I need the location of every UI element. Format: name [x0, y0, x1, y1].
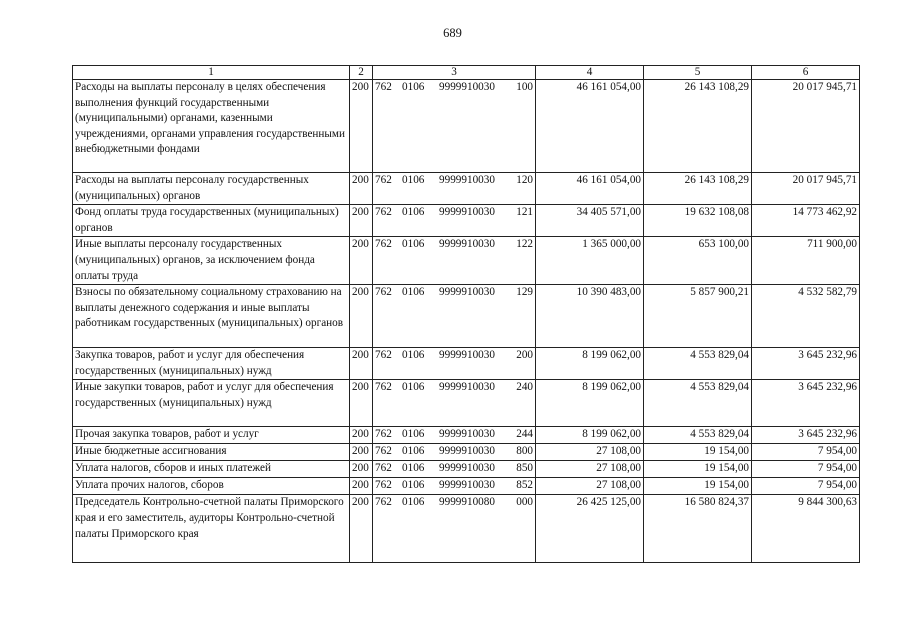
section-code: 0106	[402, 349, 425, 362]
row-code	[373, 495, 536, 563]
table-header	[73, 66, 860, 80]
ministry-code: 762	[375, 238, 392, 251]
section-code: 0106	[402, 238, 425, 251]
row-value-5: 19 154,00	[644, 461, 752, 478]
row-name: Расходы на выплаты персоналу в целях обеспечения выполнения функций государственными (муниципальными) органами, казенными учреждениями, органами управления государственными внебюджетными фондами	[73, 80, 350, 173]
row-col2: 200	[350, 285, 373, 348]
row-col2: 200	[350, 478, 373, 495]
section-code: 0106	[402, 428, 425, 441]
ministry-code: 762	[375, 174, 392, 186]
row-code	[373, 380, 536, 427]
section-code: 0106	[402, 286, 425, 299]
row-value-5: 653 100,00	[644, 237, 752, 285]
row-name: Председатель Контрольно-счетной палаты Приморского края и его заместитель, аудиторы Контрольно-счетной палаты Приморского края	[73, 495, 350, 563]
row-code	[373, 285, 536, 348]
row-value-4: 46 161 054,00	[536, 173, 644, 205]
row-value-4: 34 405 571,00	[536, 205, 644, 237]
header-col-5: 5	[644, 66, 752, 80]
row-name: Иные выплаты персоналу государственных (муниципальных) органов, за исключением фонда оплаты труда	[73, 237, 350, 285]
article-code: 9999910030	[439, 286, 495, 299]
header-col-2: 2	[350, 66, 373, 80]
table-row	[73, 495, 860, 563]
row-value-6: 20 017 945,71	[752, 80, 860, 173]
expense-type-code: 800	[516, 445, 533, 458]
row-value-5: 5 857 900,21	[644, 285, 752, 348]
row-value-6: 7 954,00	[752, 478, 860, 495]
expense-type-code: 850	[516, 462, 533, 475]
row-code	[373, 461, 536, 478]
expense-type-code: 240	[516, 381, 533, 394]
section-code: 0106	[402, 496, 425, 509]
article-code: 9999910030	[439, 349, 495, 362]
page-number: 689	[443, 26, 462, 40]
ministry-code: 762	[375, 349, 392, 362]
ministry-code: 762	[375, 428, 392, 441]
ministry-code: 762	[375, 81, 392, 93]
row-value-6: 14 773 462,92	[752, 205, 860, 237]
row-code	[373, 478, 536, 495]
row-value-5: 19 632 108,08	[644, 205, 752, 237]
row-value-4: 8 199 062,00	[536, 348, 644, 380]
row-value-6: 20 017 945,71	[752, 173, 860, 205]
section-code: 0106	[402, 479, 425, 492]
row-value-6: 711 900,00	[752, 237, 860, 285]
table-row	[73, 461, 860, 478]
table-row	[73, 173, 860, 205]
row-value-5: 19 154,00	[644, 444, 752, 461]
expense-type-code: 120	[516, 174, 533, 186]
row-col2: 200	[350, 427, 373, 444]
row-value-4: 8 199 062,00	[536, 380, 644, 427]
row-value-6: 3 645 232,96	[752, 348, 860, 380]
row-value-6: 4 532 582,79	[752, 285, 860, 348]
header-col-4: 4	[536, 66, 644, 80]
row-col2: 200	[350, 80, 373, 173]
table-row	[73, 80, 860, 173]
row-col2: 200	[350, 495, 373, 563]
header-col-3: 3	[373, 66, 536, 80]
row-value-5: 16 580 824,37	[644, 495, 752, 563]
row-name: Прочая закупка товаров, работ и услуг	[73, 427, 350, 444]
row-value-6: 9 844 300,63	[752, 495, 860, 563]
row-code	[373, 348, 536, 380]
section-code: 0106	[402, 381, 425, 394]
row-code	[373, 237, 536, 285]
row-value-4: 10 390 483,00	[536, 285, 644, 348]
article-code: 9999910030	[439, 445, 495, 458]
row-col2: 200	[350, 237, 373, 285]
row-code	[373, 173, 536, 205]
budget-table	[72, 65, 860, 563]
row-value-4: 27 108,00	[536, 461, 644, 478]
row-value-6: 7 954,00	[752, 461, 860, 478]
expense-type-code: 852	[516, 479, 533, 492]
article-code: 9999910030	[439, 428, 495, 441]
row-name: Уплата налогов, сборов и иных платежей	[73, 461, 350, 478]
row-col2: 200	[350, 444, 373, 461]
row-name: Уплата прочих налогов, сборов	[73, 478, 350, 495]
row-value-5: 19 154,00	[644, 478, 752, 495]
section-code: 0106	[402, 462, 425, 475]
table-row	[73, 348, 860, 380]
section-code: 0106	[402, 81, 425, 93]
row-value-6: 3 645 232,96	[752, 427, 860, 444]
row-value-6: 3 645 232,96	[752, 380, 860, 427]
row-col2: 200	[350, 348, 373, 380]
article-code: 9999910030	[439, 381, 495, 394]
ministry-code: 762	[375, 462, 392, 475]
expense-type-code: 121	[516, 206, 533, 219]
row-code	[373, 205, 536, 237]
table-row	[73, 205, 860, 237]
row-value-5: 4 553 829,04	[644, 427, 752, 444]
row-value-5: 4 553 829,04	[644, 380, 752, 427]
header-col-6: 6	[752, 66, 860, 80]
table-row	[73, 478, 860, 495]
article-code: 9999910030	[439, 174, 495, 186]
table-body	[73, 80, 860, 563]
row-value-4: 1 365 000,00	[536, 237, 644, 285]
header-row	[73, 66, 860, 80]
section-code: 0106	[402, 206, 425, 219]
row-col2: 200	[350, 461, 373, 478]
article-code: 9999910030	[439, 206, 495, 219]
expense-type-code: 100	[516, 81, 533, 93]
article-code: 9999910030	[439, 238, 495, 251]
expense-type-code: 244	[516, 428, 533, 441]
table-row	[73, 444, 860, 461]
ministry-code: 762	[375, 445, 392, 458]
row-value-5: 4 553 829,04	[644, 348, 752, 380]
row-code	[373, 80, 536, 173]
row-value-4: 27 108,00	[536, 478, 644, 495]
section-code: 0106	[402, 174, 425, 186]
expense-type-code: 129	[516, 286, 533, 299]
expense-type-code: 122	[516, 238, 533, 251]
table-row	[73, 237, 860, 285]
ministry-code: 762	[375, 206, 392, 219]
article-code: 9999910030	[439, 81, 495, 93]
row-col2: 200	[350, 380, 373, 427]
ministry-code: 762	[375, 381, 392, 394]
table-row	[73, 380, 860, 427]
row-value-4: 27 108,00	[536, 444, 644, 461]
row-value-4: 8 199 062,00	[536, 427, 644, 444]
row-value-5: 26 143 108,29	[644, 80, 752, 173]
ministry-code: 762	[375, 286, 392, 299]
section-code: 0106	[402, 445, 425, 458]
row-value-5: 26 143 108,29	[644, 173, 752, 205]
row-col2: 200	[350, 205, 373, 237]
row-name: Иные закупки товаров, работ и услуг для обеспечения государственных (муниципальных) нужд	[73, 380, 350, 427]
expense-type-code: 200	[516, 349, 533, 362]
article-code: 9999910030	[439, 479, 495, 492]
row-name: Расходы на выплаты персоналу государственных (муниципальных) органов	[73, 173, 350, 205]
expense-type-code: 000	[516, 496, 533, 509]
table-row	[73, 285, 860, 348]
row-value-4: 26 425 125,00	[536, 495, 644, 563]
row-name: Закупка товаров, работ и услуг для обеспечения государственных (муниципальных) нужд	[73, 348, 350, 380]
ministry-code: 762	[375, 496, 392, 509]
row-code	[373, 444, 536, 461]
table-row	[73, 427, 860, 444]
article-code: 9999910080	[439, 496, 495, 509]
row-name: Взносы по обязательному социальному страхованию на выплаты денежного содержания и иные выплаты работникам государственных (муниципальных) органов	[73, 285, 350, 348]
row-col2: 200	[350, 173, 373, 205]
row-name: Иные бюджетные ассигнования	[73, 444, 350, 461]
ministry-code: 762	[375, 479, 392, 492]
header-col-1: 1	[73, 66, 350, 80]
row-name: Фонд оплаты труда государственных (муниципальных) органов	[73, 205, 350, 237]
row-value-4: 46 161 054,00	[536, 80, 644, 173]
article-code: 9999910030	[439, 462, 495, 475]
row-value-6: 7 954,00	[752, 444, 860, 461]
row-code	[373, 427, 536, 444]
